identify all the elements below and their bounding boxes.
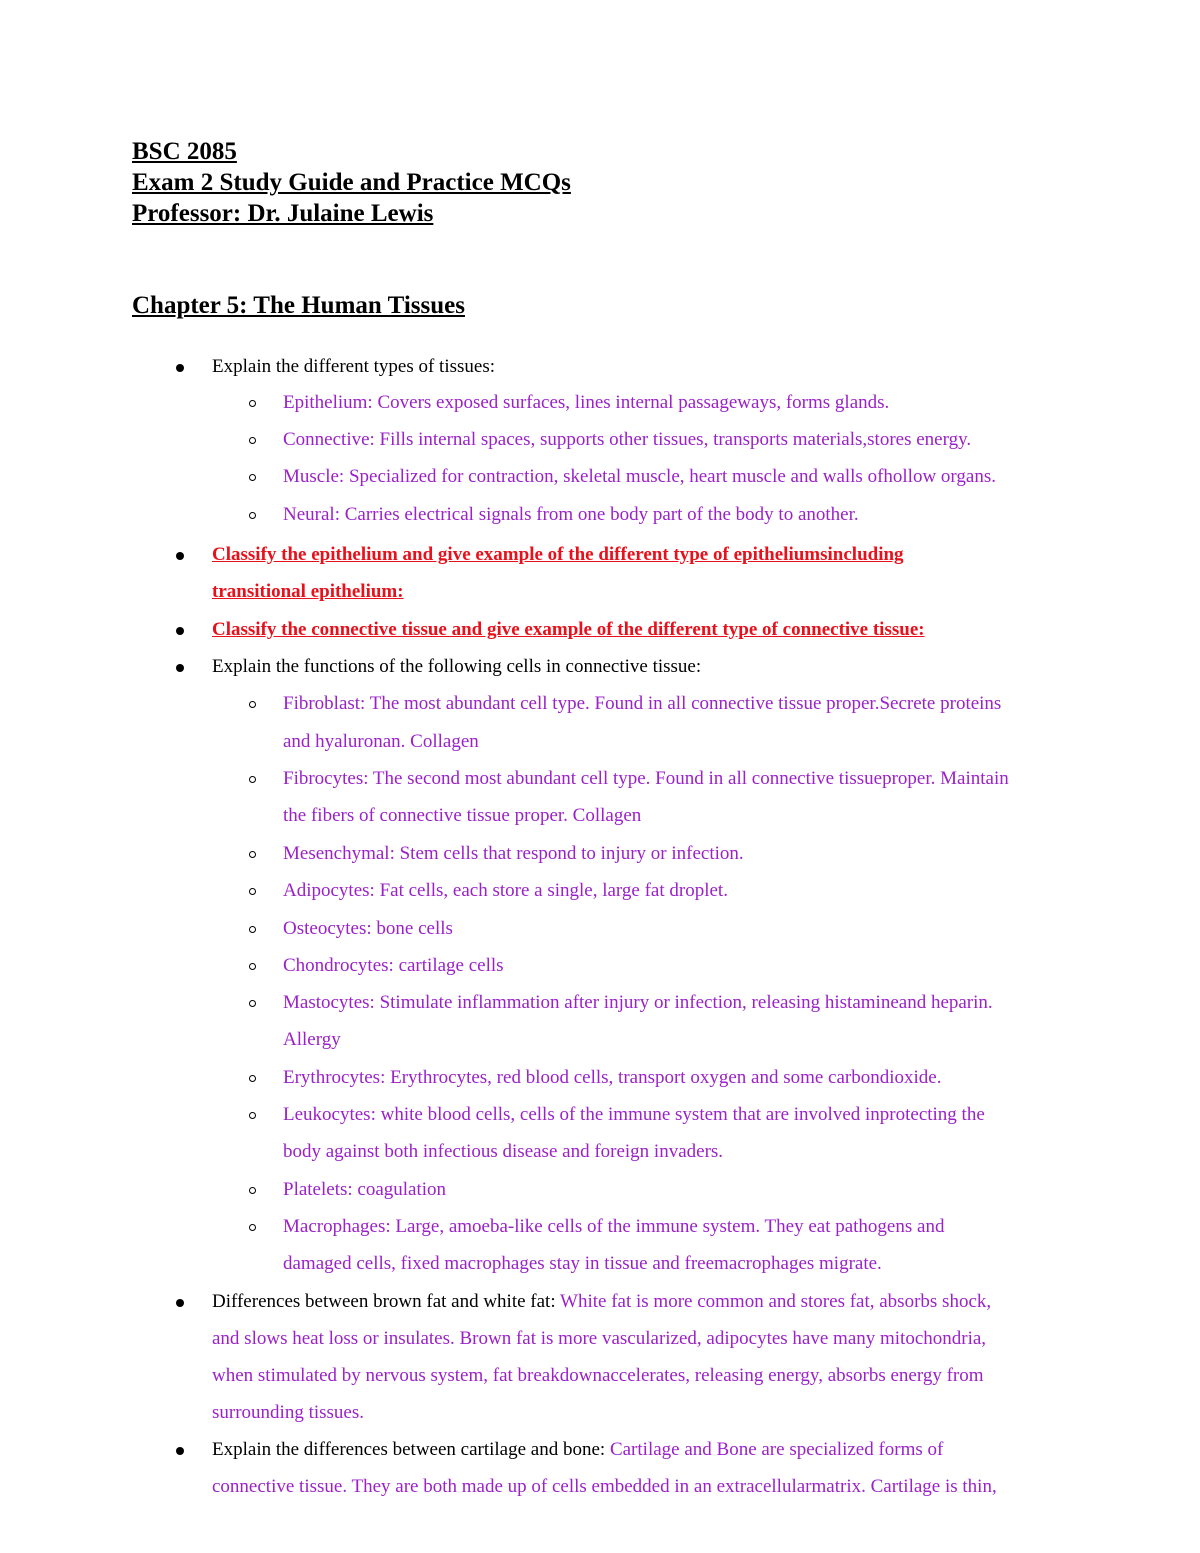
circle-bullet-icon [249,888,256,895]
cartilage-answer-start: Cartilage and Bone are specialized forms of [609,1439,944,1460]
circle-bullet-icon [249,963,256,970]
fat-question: Differences between brown fat and white fat: [212,1291,561,1312]
chondrocytes-item: Chondrocytes: cartilage cells [283,955,504,976]
circle-bullet-icon [249,926,256,933]
document-title: Exam 2 Study Guide and Practice MCQs [132,169,571,196]
fat-answer-start: White fat is more common and stores fat, absorbs shock, [560,1291,992,1312]
cartilage-line1 [212,1438,943,1462]
bullet-icon [176,664,184,672]
circle-bullet-icon [249,512,256,519]
cells-intro: Explain the functions of the following cells in connective tissue: [212,656,702,677]
platelets-item: Platelets: coagulation [283,1179,447,1200]
circle-bullet-icon [249,701,256,708]
connective-item: Connective: Fills internal spaces, supports other tissues, transports materials,stores energy. [283,429,972,450]
circle-bullet-icon [249,1075,256,1082]
tissues-intro: Explain the different types of tissues: [212,356,496,377]
epithelium-item: Epithelium: Covers exposed surfaces, lines internal passageways, forms glands. [283,392,890,413]
adipocytes-item: Adipocytes: Fat cells, each store a single, large fat droplet. [283,880,728,901]
fibrocytes-line1: Fibrocytes: The second most abundant cell type. Found in all connective tissueproper. Maintain [283,768,1009,789]
macrophages-line1: Macrophages: Large, amoeba-like cells of the immune system. They eat pathogens and [283,1216,945,1237]
circle-bullet-icon [249,776,256,783]
fibrocytes-line2: the fibers of connective tissue proper. Collagen [283,805,642,826]
classify-connective: Classify the connective tissue and give example of the different type of connective tissue: [212,619,925,640]
leukocytes-line2: body against both infectious disease and foreign invaders. [283,1141,724,1162]
fat-line4: surrounding tissues. [212,1402,364,1423]
bullet-icon [176,364,184,372]
fibroblast-line2: and hyaluronan. Collagen [283,731,479,752]
mastocytes-line2: Allergy [283,1029,341,1050]
circle-bullet-icon [249,474,256,481]
erythrocytes-item: Erythrocytes: Erythrocytes, red blood cells, transport oxygen and some carbondioxide. [283,1067,942,1088]
fat-line3: when stimulated by nervous system, fat breakdownaccelerates, releasing energy, absorbs energy from [212,1365,984,1386]
circle-bullet-icon [249,851,256,858]
macrophages-line2: damaged cells, fixed macrophages stay in tissue and freemacrophages migrate. [283,1253,882,1274]
neural-item: Neural: Carries electrical signals from one body part of the body to another. [283,504,859,525]
bullet-icon [176,1447,184,1455]
circle-bullet-icon [249,400,256,407]
circle-bullet-icon [249,1000,256,1007]
bullet-icon [176,627,184,635]
cartilage-question: Explain the differences between cartilage and bone: [212,1439,610,1460]
circle-bullet-icon [249,1187,256,1194]
mesenchymal-item: Mesenchymal: Stem cells that respond to injury or infection. [283,843,744,864]
bullet-icon [176,552,184,560]
cartilage-line2: connective tissue. They are both made up of cells embedded in an extracellularmatrix. Cartilage is thin, [212,1476,997,1497]
classify-epithelium-line1: Classify the epithelium and give example of the different type of epitheliumsincluding [212,544,904,565]
circle-bullet-icon [249,1224,256,1231]
bullet-icon [176,1299,184,1307]
muscle-item: Muscle: Specialized for contraction, skeletal muscle, heart muscle and walls ofhollow organs. [283,466,996,487]
chapter-title: Chapter 5: The Human Tissues [132,292,465,319]
fat-line1 [212,1290,991,1314]
fibroblast-line1: Fibroblast: The most abundant cell type. Found in all connective tissue proper.Secrete proteins [283,693,1002,714]
classify-epithelium-line2: transitional epithelium: [212,581,404,602]
mastocytes-line1: Mastocytes: Stimulate inflammation after injury or infection, releasing histamineand heparin. [283,992,993,1013]
course-code: BSC 2085 [132,138,237,165]
professor-name: Professor: Dr. Julaine Lewis [132,200,434,227]
circle-bullet-icon [249,437,256,444]
leukocytes-line1: Leukocytes: white blood cells, cells of the immune system that are involved inprotecting the [283,1104,985,1125]
document-header [132,136,571,229]
circle-bullet-icon [249,1112,256,1119]
osteocytes-item: Osteocytes: bone cells [283,918,453,939]
fat-line2: and slows heat loss or insulates. Brown fat is more vascularized, adipocytes have many mitochondria, [212,1328,987,1349]
